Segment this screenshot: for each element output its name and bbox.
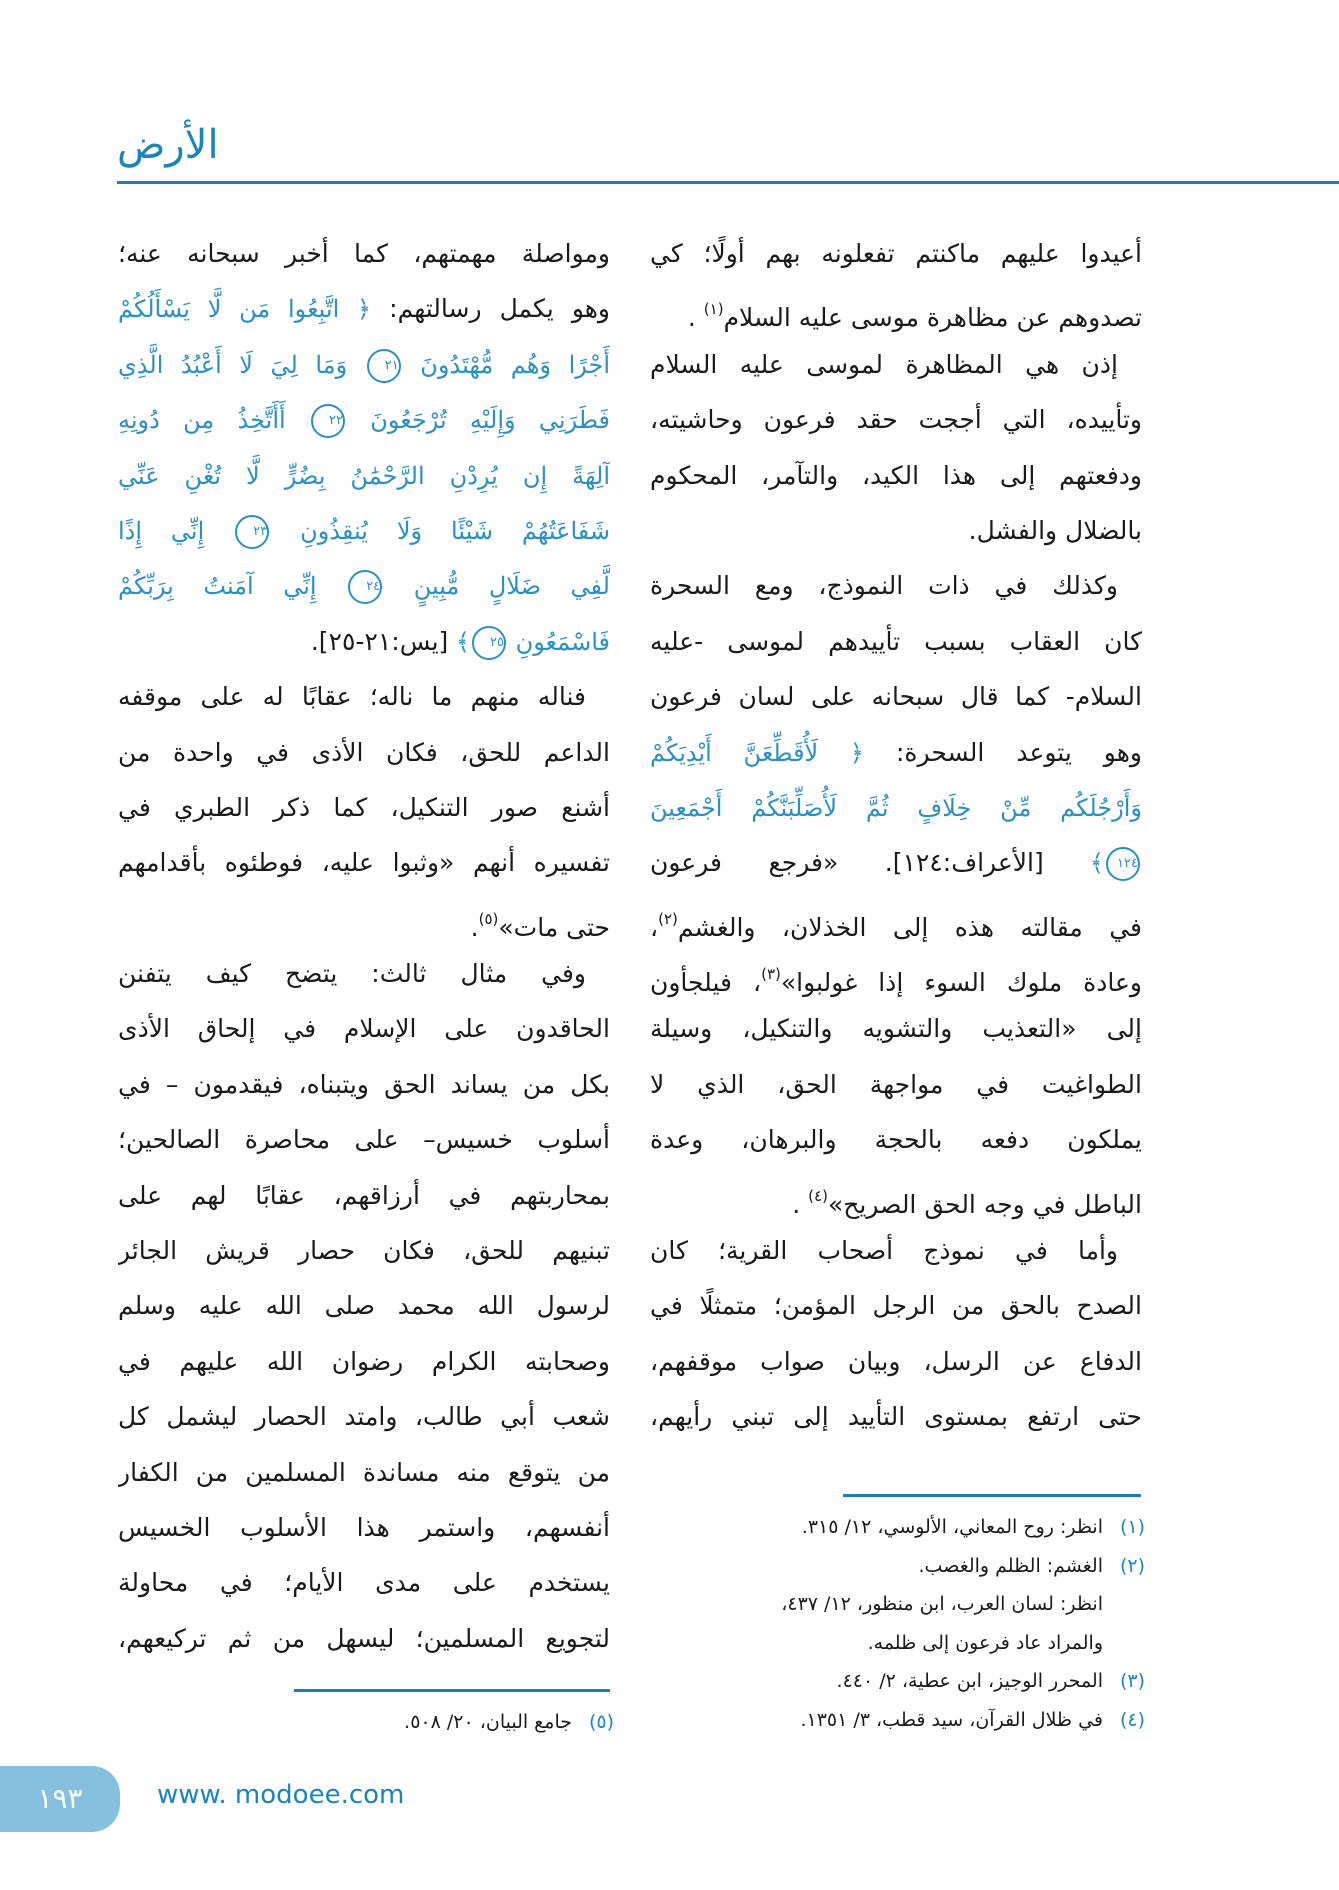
quran-verse: وَمَا لِيَ لَا أَعْبُدُ الَّذِي [118, 350, 365, 379]
body-text: كان العقاب بسبب تأييدهم لموسى -عليه [650, 626, 1142, 656]
text-line [118, 450, 610, 505]
text-line [650, 394, 1142, 449]
footnote-text: والمراد عاد فرعون إلى ظلمه. [867, 1631, 1103, 1654]
text-line [650, 782, 1142, 837]
footnote [404, 1703, 614, 1741]
quran-verse: ﴾ [448, 627, 470, 656]
body-text: أعيدوا عليهم ماكنتم تفعلونه بهم أولًا؛ كي [650, 239, 1142, 268]
quran-verse: ﴿ لَأُقَطِّعَنَّ أَيْدِيَكُمْ [650, 738, 864, 767]
body-text: الصدح بالحق من الرجل المؤمن؛ متمثلًا في [650, 1291, 1142, 1321]
footnote [802, 1508, 1145, 1546]
ayah-number-marker: ٢٢ [311, 404, 345, 438]
text-line [650, 948, 1142, 1003]
text-line [118, 1225, 610, 1280]
body-text: الدفاع عن الرسل، وبيان صواب موقفهم، [650, 1346, 1142, 1376]
quran-verse: أَجْرًا وَهُم مُّهْتَدُونَ [402, 350, 610, 379]
body-text: [يس:٢١-٢٥]. [310, 626, 449, 656]
text-line [118, 1059, 610, 1114]
body-text: ودفعتهم إلى هذا الكيد، والتآمر، المحكوم [650, 460, 1142, 490]
body-text: إلى «التعذيب والتشويه والتنكيل، وسيلة [650, 1014, 1142, 1044]
text-line [118, 1003, 610, 1058]
body-text: وهو يكمل رسالتهم: [371, 294, 610, 324]
body-text: السلام- كما قال سبحانه على لسان فرعون [650, 682, 1142, 712]
text-line [650, 1280, 1142, 1335]
text-line [118, 1170, 610, 1225]
text-line [650, 1225, 1142, 1280]
footnote-text: انظر: لسان العرب، ابن منظور، ١٢/ ٤٣٧، [781, 1593, 1103, 1615]
text-line [118, 1280, 610, 1335]
body-text: يملكون دفعه بالحجة والبرهان، وعدة [650, 1125, 1142, 1155]
text-line [118, 1557, 610, 1612]
text-line [650, 671, 1142, 726]
body-text: [الأعراف:١٢٤]. «فرجع فرعون [650, 848, 1044, 878]
quran-verse: أَأَتَّخِذُ مِن دُونِهِ [118, 406, 309, 435]
quran-verse: فَطَرَنِي وَإِلَيْهِ تُرْجَعُونَ [346, 406, 610, 435]
page-number-badge: ١٩٣ [0, 1766, 120, 1832]
quran-verse: شَفَاعَتُهُمْ شَيْئًا وَلَا يُنقِذُونِ [271, 516, 610, 545]
quran-verse: إِنِّي آمَنتُ بِرَبِّكُمْ [118, 572, 347, 601]
footnote-divider-right [843, 1494, 1141, 1497]
body-text: أشنع صور التنكيل، كما ذكر الطبري في [118, 792, 610, 822]
text-line [650, 616, 1142, 671]
body-text: تفسيره أنهم «وثبوا عليه، فوطئوه بأقدامهم [118, 848, 610, 878]
footnote-ref: (١) [703, 300, 724, 319]
quran-verse: إِنِّي إِذًا [118, 516, 234, 545]
header-divider [117, 181, 1339, 184]
footnote [800, 1701, 1145, 1739]
quran-verse: ﴿ اتَّبِعُوا مَن لَّا يَسْأَلُكُمْ [118, 295, 372, 324]
quran-verse: فَاسْمَعُونِ [508, 627, 610, 656]
text-line [650, 560, 1142, 615]
footnote [837, 1662, 1145, 1700]
quran-verse: آلِهَةً إِن يُرِدْنِ الرَّحْمَٰنُ بِضُرٍّ لَّا تُغْنِ عَنِّي [118, 461, 610, 490]
body-text: من يتوقع منه مساندة المسلمين من الكفار [118, 1457, 610, 1487]
text-line [650, 283, 1142, 338]
text-line [118, 228, 610, 283]
body-text: لتجويع المسلمين؛ ليسهل من ثم تركيعهم، [118, 1623, 610, 1653]
left-text-column [118, 228, 610, 1668]
text-line [650, 1170, 1142, 1225]
ayah-number-marker: ٢٣ [235, 515, 269, 549]
body-text: . [687, 303, 704, 333]
body-text: وتأييده، التي أججت حقد فرعون وحاشيته، [650, 405, 1142, 435]
footnote [868, 1624, 1145, 1662]
text-line [650, 837, 1142, 892]
footnote-number: (٤) [1119, 1708, 1145, 1731]
footnote-ref: (٢) [658, 909, 678, 928]
footnote-text: الغشم: الظلم والغصب. [918, 1554, 1103, 1577]
text-line [118, 505, 610, 560]
text-line [118, 394, 610, 449]
footnote-number: (١) [1119, 1516, 1145, 1538]
body-text: يستخدم على مدى الأيام؛ في محاولة [118, 1568, 610, 1598]
text-line [650, 339, 1142, 394]
body-text: ، فيلجأون [650, 968, 762, 998]
body-text: وأما في نموذج أصحاب القرية؛ كان [650, 1236, 1118, 1266]
body-text: وفي مثال ثالث: يتضح كيف يتفنن [118, 959, 586, 989]
text-line [118, 1336, 610, 1391]
footnote-ref: (٣) [761, 965, 781, 984]
footnote-text: انظر: روح المعاني، الألوسي، ١٢/ ٣١٥. [801, 1516, 1103, 1538]
body-text: وعادة ملوك السوء إذا غولبوا» [780, 968, 1142, 998]
footnote [781, 1585, 1145, 1623]
ayah-number-marker: ٢١ [367, 349, 401, 383]
body-text: بمحاربتهم في أرزاقهم، عقابًا لهم على [118, 1180, 610, 1210]
text-line [650, 1336, 1142, 1391]
text-line [118, 782, 610, 837]
body-text: . [470, 912, 479, 942]
body-text: أسلوب خسيس– على محاصرة الصالحين؛ [118, 1125, 610, 1155]
body-text: وكذلك في ذات النموذج، ومع السحرة [650, 571, 1118, 601]
body-text: وصحابته الكرام رضوان الله عليهم في [118, 1346, 610, 1376]
text-line [118, 837, 610, 892]
body-text: الباطل في وجه الحق الصريح» [827, 1189, 1142, 1219]
text-line [118, 948, 610, 1003]
text-line [118, 283, 610, 338]
footnote-text: المحرر الوجيز، ابن عطية، ٢/ ٤٤٠. [836, 1670, 1103, 1692]
body-text: وهو يتوعد السحرة: [864, 737, 1142, 767]
text-line [650, 1114, 1142, 1169]
body-text: في مقالته هذه إلى الخذلان، والغشم [677, 912, 1142, 942]
text-line [118, 616, 610, 671]
body-text: فناله منهم ما ناله؛ عقابًا له على موقفه [118, 682, 586, 712]
quran-verse: وَأَرْجُلَكُم مِّنْ خِلَافٍ ثُمَّ لَأُصَلِّبَنَّكُمْ أَجْمَعِينَ [650, 793, 1142, 822]
body-text: تصدوهم عن مظاهرة موسى عليه السلام [723, 303, 1142, 333]
ayah-number-marker: ١٢٤ [1106, 847, 1140, 881]
body-text: ومواصلة مهمتهم، كما أخبر سبحانه عنه؛ [118, 239, 610, 268]
footnote-number: (٣) [1119, 1670, 1145, 1692]
ayah-number-marker: ٢٤ [348, 570, 382, 604]
text-line [118, 1502, 610, 1557]
text-line [118, 560, 610, 615]
body-text: إذن هي المظاهرة لموسى عليه السلام [650, 349, 1118, 379]
chapter-title: الأرض [117, 122, 219, 168]
footnote [919, 1547, 1145, 1585]
text-line [118, 671, 610, 726]
footnote-text: في ظلال القرآن، سيد قطب، ٣/ ١٣٥١. [800, 1708, 1103, 1731]
text-line [118, 339, 610, 394]
body-text: حتى ارتفع بمستوى التأييد إلى تبني رأيهم، [650, 1402, 1142, 1432]
footnote-divider-left [294, 1689, 610, 1692]
text-line [650, 450, 1142, 505]
body-text: الطواغيت في مواجهة الحق، الذي لا [650, 1069, 1142, 1099]
body-text: ، [650, 912, 659, 942]
text-line [650, 727, 1142, 782]
body-text: . [792, 1189, 809, 1219]
text-line [650, 1059, 1142, 1114]
website-link[interactable]: www. modoee.com [157, 1780, 405, 1810]
body-text: بالضلال والفشل. [968, 515, 1142, 545]
body-text: الداعم للحق، فكان الأذى في واحدة من [118, 737, 610, 767]
footnote-ref: (٤) [808, 1186, 828, 1205]
quran-verse: ﴾ [1043, 849, 1104, 878]
ayah-number-marker: ٢٥ [472, 626, 506, 660]
footnote-text: جامع البيان، ٢٠/ ٥٠٨. [404, 1711, 572, 1733]
text-line [118, 1391, 610, 1446]
body-text: لرسول الله محمد صلى الله عليه وسلم [118, 1291, 610, 1321]
footnote-number: (٥) [588, 1711, 614, 1733]
body-text: حتى مات» [498, 912, 610, 942]
body-text: الحاقدون على الإسلام في إلحاق الأذى [118, 1014, 610, 1044]
quran-verse: لَّفِي ضَلَالٍ مُّبِينٍ [384, 572, 610, 601]
text-line [118, 727, 610, 782]
body-text: شعب أبي طالب، وامتد الحصار ليشمل كل [118, 1402, 610, 1432]
body-text: أنفسهم، واستمر هذا الأسلوب الخسيس [118, 1512, 610, 1542]
text-line [118, 1447, 610, 1502]
text-line [118, 1114, 610, 1169]
footnote-number: (٢) [1119, 1554, 1145, 1577]
text-line [118, 893, 610, 948]
body-text: بكل من يساند الحق ويتبناه، فيقدمون – في [118, 1069, 610, 1099]
text-line [118, 1613, 610, 1668]
text-line [650, 228, 1142, 283]
footnote-ref: (٥) [478, 909, 499, 928]
text-line [650, 1391, 1142, 1446]
text-line [650, 505, 1142, 560]
text-line [650, 1003, 1142, 1058]
text-line [650, 893, 1142, 948]
body-text: تبنيهم للحق، فكان حصار قريش الجائر [118, 1236, 610, 1266]
right-text-column [650, 228, 1142, 1447]
